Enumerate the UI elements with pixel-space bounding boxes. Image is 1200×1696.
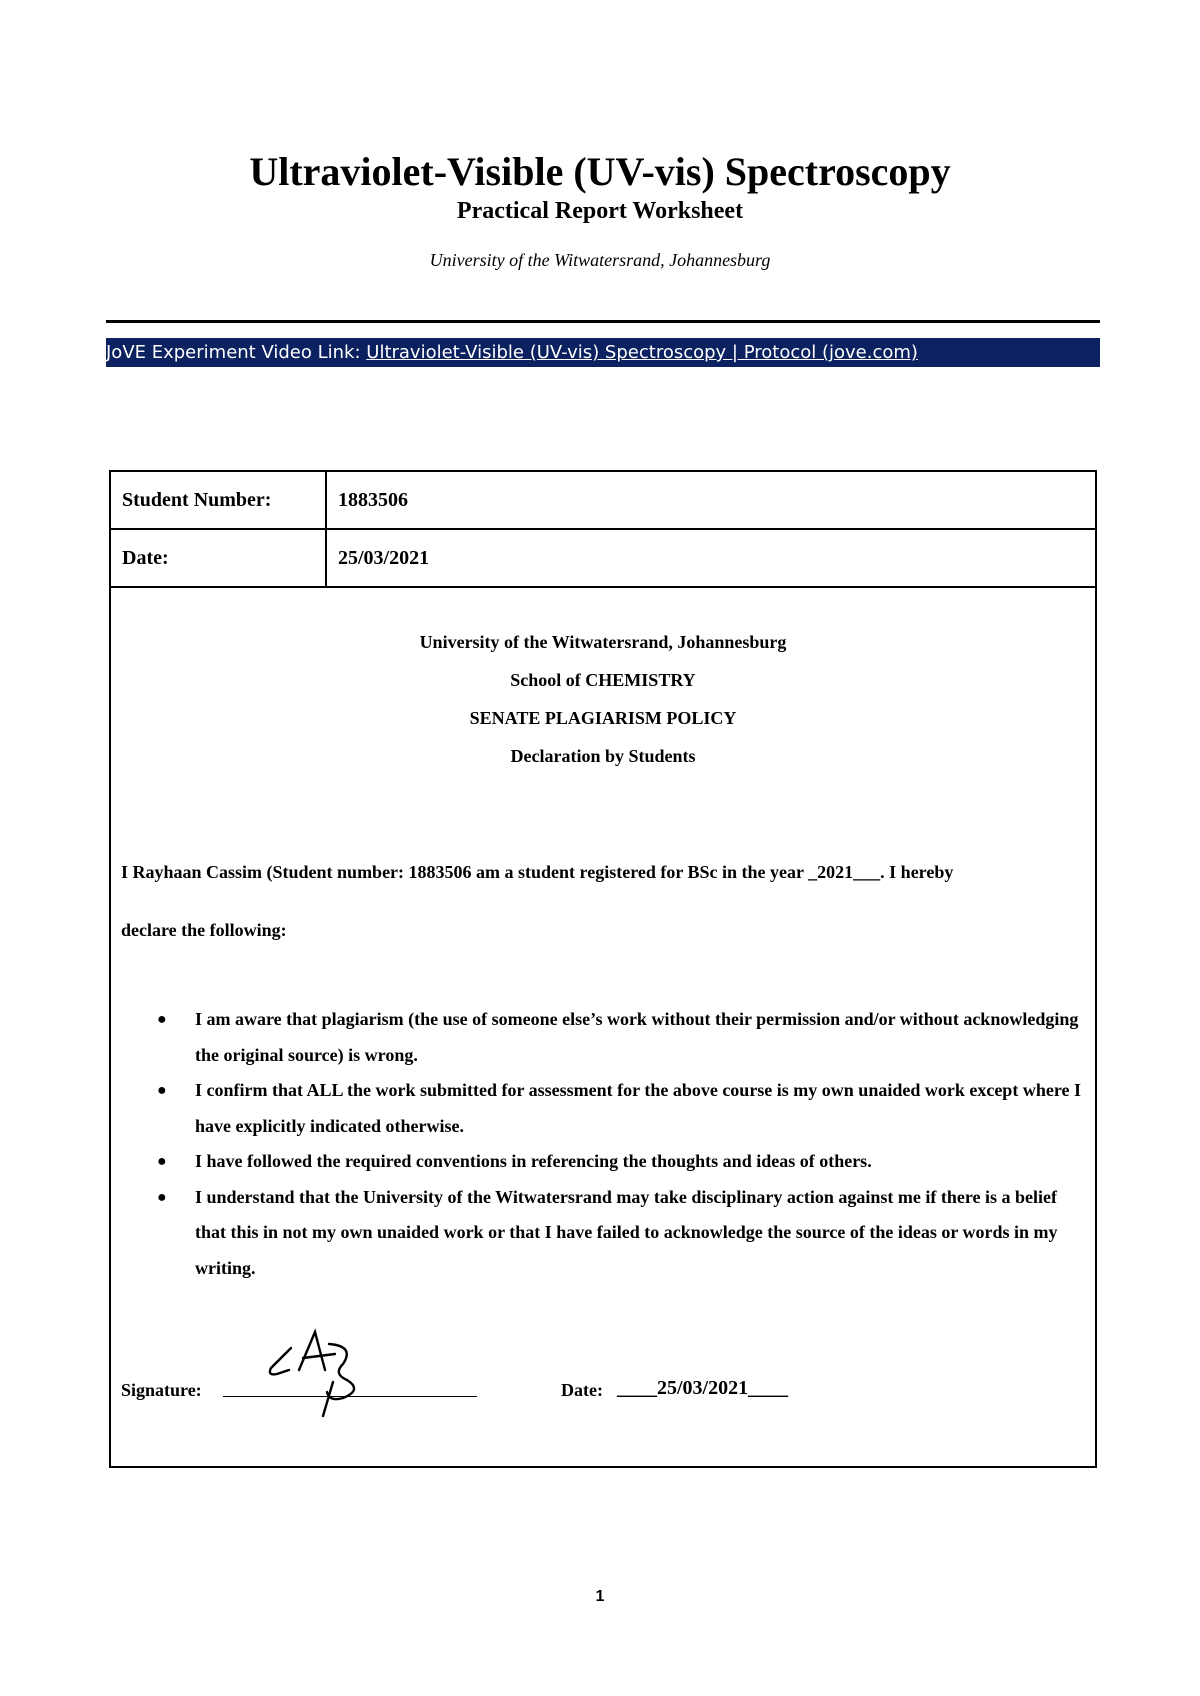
- date-label: Date:: [111, 530, 327, 586]
- signature-date-label: Date:: [561, 1380, 603, 1400]
- header-divider: [106, 320, 1100, 323]
- declaration-school: School of CHEMISTRY: [510, 670, 696, 690]
- bullet-icon: ●: [157, 1153, 167, 1170]
- bullet-text: I understand that the University of the Witwatersrand may take disciplinary action against me if there is a belief that this in not my own unaided work or that I have failed to acknowledge the source of the ideas or words in my writing.: [195, 1186, 1058, 1278]
- signature-label: Signature:: [121, 1380, 202, 1400]
- date-row: [111, 530, 1095, 588]
- signature-date-value: ____25/03/2021____: [617, 1377, 789, 1399]
- declaration-heading: Declaration by Students: [510, 746, 696, 766]
- university-name: University of the Witwatersrand, Johannesburg: [429, 250, 771, 270]
- list-item: [111, 1180, 1095, 1287]
- jove-link-banner: [106, 338, 1100, 367]
- list-item: [111, 1073, 1095, 1144]
- bullet-icon: ●: [157, 1011, 167, 1028]
- list-item: [111, 1002, 1095, 1073]
- bullet-text: I have followed the required conventions in referencing the thoughts and ideas of others.: [195, 1151, 872, 1171]
- jove-video-link[interactable]: Ultraviolet-Visible (UV-vis) Spectroscopy | Protocol (jove.com): [366, 342, 918, 363]
- student-number-row: [111, 472, 1095, 530]
- document-title: Ultraviolet-Visible (UV-vis) Spectroscopy: [249, 149, 951, 194]
- bullet-text: I confirm that ALL the work submitted for assessment for the above course is my own unaided work except where I have explicitly indicated otherwise.: [195, 1080, 1081, 1136]
- bullet-icon: ●: [157, 1082, 167, 1099]
- bullet-text: I am aware that plagiarism (the use of someone else’s work without their permission and/or without acknowledging the original source) is wrong.: [195, 1009, 1079, 1065]
- date-value: 25/03/2021: [338, 547, 430, 569]
- jove-link-prefix: JoVE Experiment Video Link:: [106, 342, 367, 363]
- signature-mark: [263, 1324, 373, 1422]
- declaration-university: University of the Witwatersrand, Johannesburg: [419, 632, 787, 652]
- student-number-label: Student Number:: [111, 472, 327, 528]
- bullet-icon: ●: [157, 1188, 167, 1206]
- student-form-table: [109, 470, 1097, 1468]
- list-item: [111, 1144, 1095, 1180]
- declaration-bullet-list: [111, 1002, 1095, 1286]
- student-number-value: 1883506: [338, 489, 408, 511]
- declaration-policy: SENATE PLAGIARISM POLICY: [469, 708, 737, 728]
- document-subtitle: Practical Report Worksheet: [456, 198, 744, 224]
- page-number: 1: [595, 1588, 605, 1605]
- declaration-statement-line2: declare the following:: [121, 920, 287, 940]
- declaration-statement-line1: I Rayhaan Cassim (Student number: 1883506 am a student registered for BSc in the year _2021___. I hereby: [121, 862, 954, 882]
